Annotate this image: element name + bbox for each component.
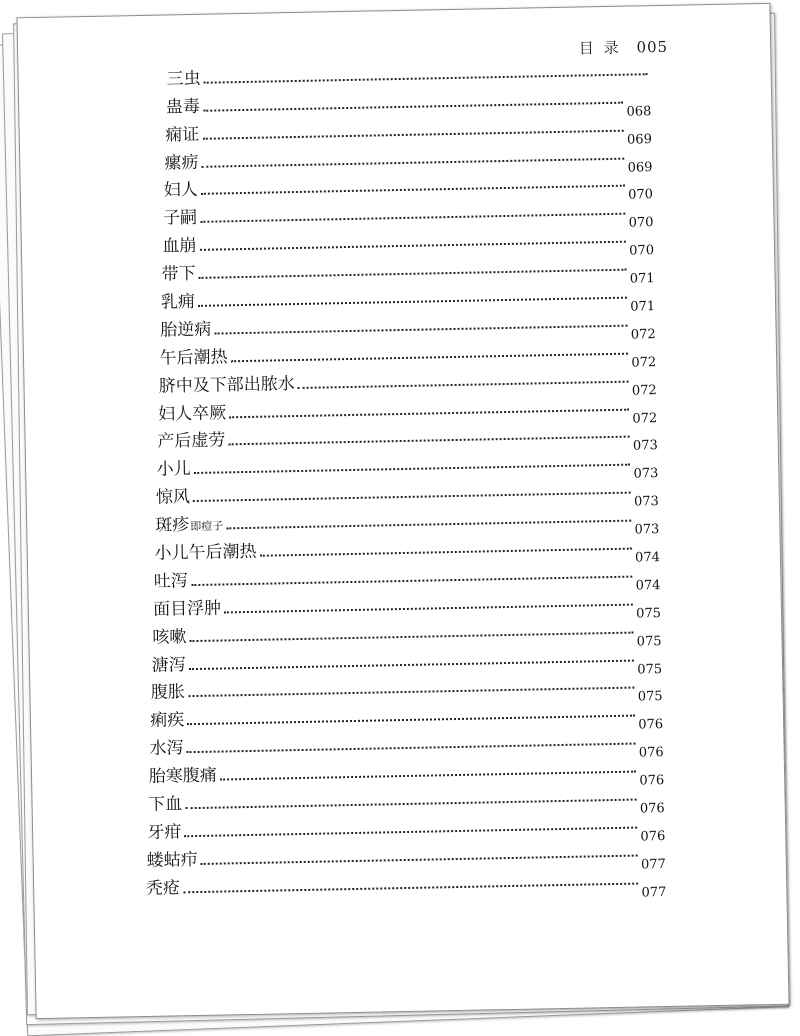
toc-entry-title: 痫证 [165, 124, 200, 146]
toc-entry-title: 妇人 [163, 180, 198, 201]
toc-entry-title: 水泻 [149, 738, 184, 760]
toc-entry-title: 蛊毒 [165, 96, 201, 118]
toc-entry-page-number: 072 [631, 354, 657, 371]
toc-entry-page-number: 076 [638, 717, 664, 733]
toc-entry-page-number: 074 [635, 577, 661, 594]
dot-leader [183, 882, 638, 893]
toc-entry-page-number: 068 [626, 103, 652, 120]
toc-page [16, 3, 789, 1019]
toc-entry-page-number: 072 [630, 327, 656, 343]
toc-entry-page-number: 076 [638, 745, 664, 761]
toc-entry-page-number: 074 [634, 550, 661, 566]
toc-entry-title: 小儿 [156, 459, 191, 481]
toc-entry-page-number: 075 [637, 661, 663, 678]
toc-entry-title: 溏泻 [151, 654, 186, 676]
toc-entry-page-number: 069 [626, 131, 653, 148]
toc-entry-page-number: 077 [641, 884, 667, 901]
toc-entry-title: 带下 [161, 264, 196, 285]
toc-entry-title: 牙疳 [147, 822, 182, 843]
toc-entry-page-number: 076 [639, 801, 665, 817]
toc-entry-page-number: 070 [628, 215, 654, 231]
toc-entry-title: 痢疾 [150, 710, 185, 732]
toc-entry-title: 瘰疬 [164, 152, 199, 174]
toc-entry-page-number: 073 [634, 522, 660, 538]
toc-entry-page-number: 071 [630, 299, 656, 315]
toc-entry-title: 胎寒腹痛 [148, 765, 217, 788]
toc-entry-page-number: 072 [632, 410, 658, 427]
toc-entry-title: 下血 [147, 794, 183, 815]
toc-entry-title: 腹胀 [150, 682, 186, 704]
toc-entry-title: 子嗣 [162, 208, 198, 229]
toc-entry-page-number: 073 [633, 494, 660, 510]
toc-entry-title: 午后潮热 [159, 347, 228, 369]
toc-entry-page-number: 070 [629, 243, 655, 259]
toc-entry-title: 脐中及下部出脓水 [158, 373, 295, 397]
toc-entry-page-number: 075 [636, 633, 662, 650]
toc-entry-page-number: 075 [637, 689, 663, 706]
toc-entry-page-number: 076 [639, 773, 665, 789]
toc-entry-note: 即痘子 [190, 519, 224, 534]
toc-entry-page-number: 070 [628, 187, 654, 204]
toc-entry-title: 惊风 [155, 487, 191, 508]
toc-entry-title: 蝼蛄疖 [146, 849, 198, 871]
toc-entry-title: 胎逆病 [160, 319, 212, 341]
toc-entry-page-number: 069 [627, 159, 653, 176]
toc-entry-title: 妇人卒厥 [157, 402, 227, 425]
toc-list [130, 52, 666, 899]
toc-entry-page-number: 073 [633, 466, 659, 482]
toc-entry-title: 秃疮 [145, 878, 181, 899]
toc-entry-title: 产后虚劳 [157, 430, 226, 453]
toc-entry-title: 面目浮肿 [152, 598, 222, 620]
toc-entry-title: 斑疹 [155, 515, 190, 536]
toc-entry-page-number: 075 [636, 605, 662, 622]
toc-entry-title: 小儿午后潮热 [154, 541, 257, 564]
toc-entry-title: 乳痈 [160, 291, 196, 313]
toc-entry-title: 血崩 [162, 236, 197, 257]
toc-entry-page-number: 071 [629, 271, 655, 287]
toc-entry-title: 三虫 [166, 68, 201, 90]
header-title: 目录 [578, 38, 629, 58]
toc-entry-page-number: 073 [632, 438, 658, 455]
toc-entry-page-number: 076 [640, 828, 666, 845]
toc-entry-title: 咳嗽 [152, 626, 187, 648]
toc-entry-title: 吐泻 [153, 571, 188, 592]
header-page-number: 005 [636, 37, 669, 57]
toc-entry-page-number: 077 [640, 856, 666, 873]
toc-entry-page-number: 072 [631, 382, 657, 399]
